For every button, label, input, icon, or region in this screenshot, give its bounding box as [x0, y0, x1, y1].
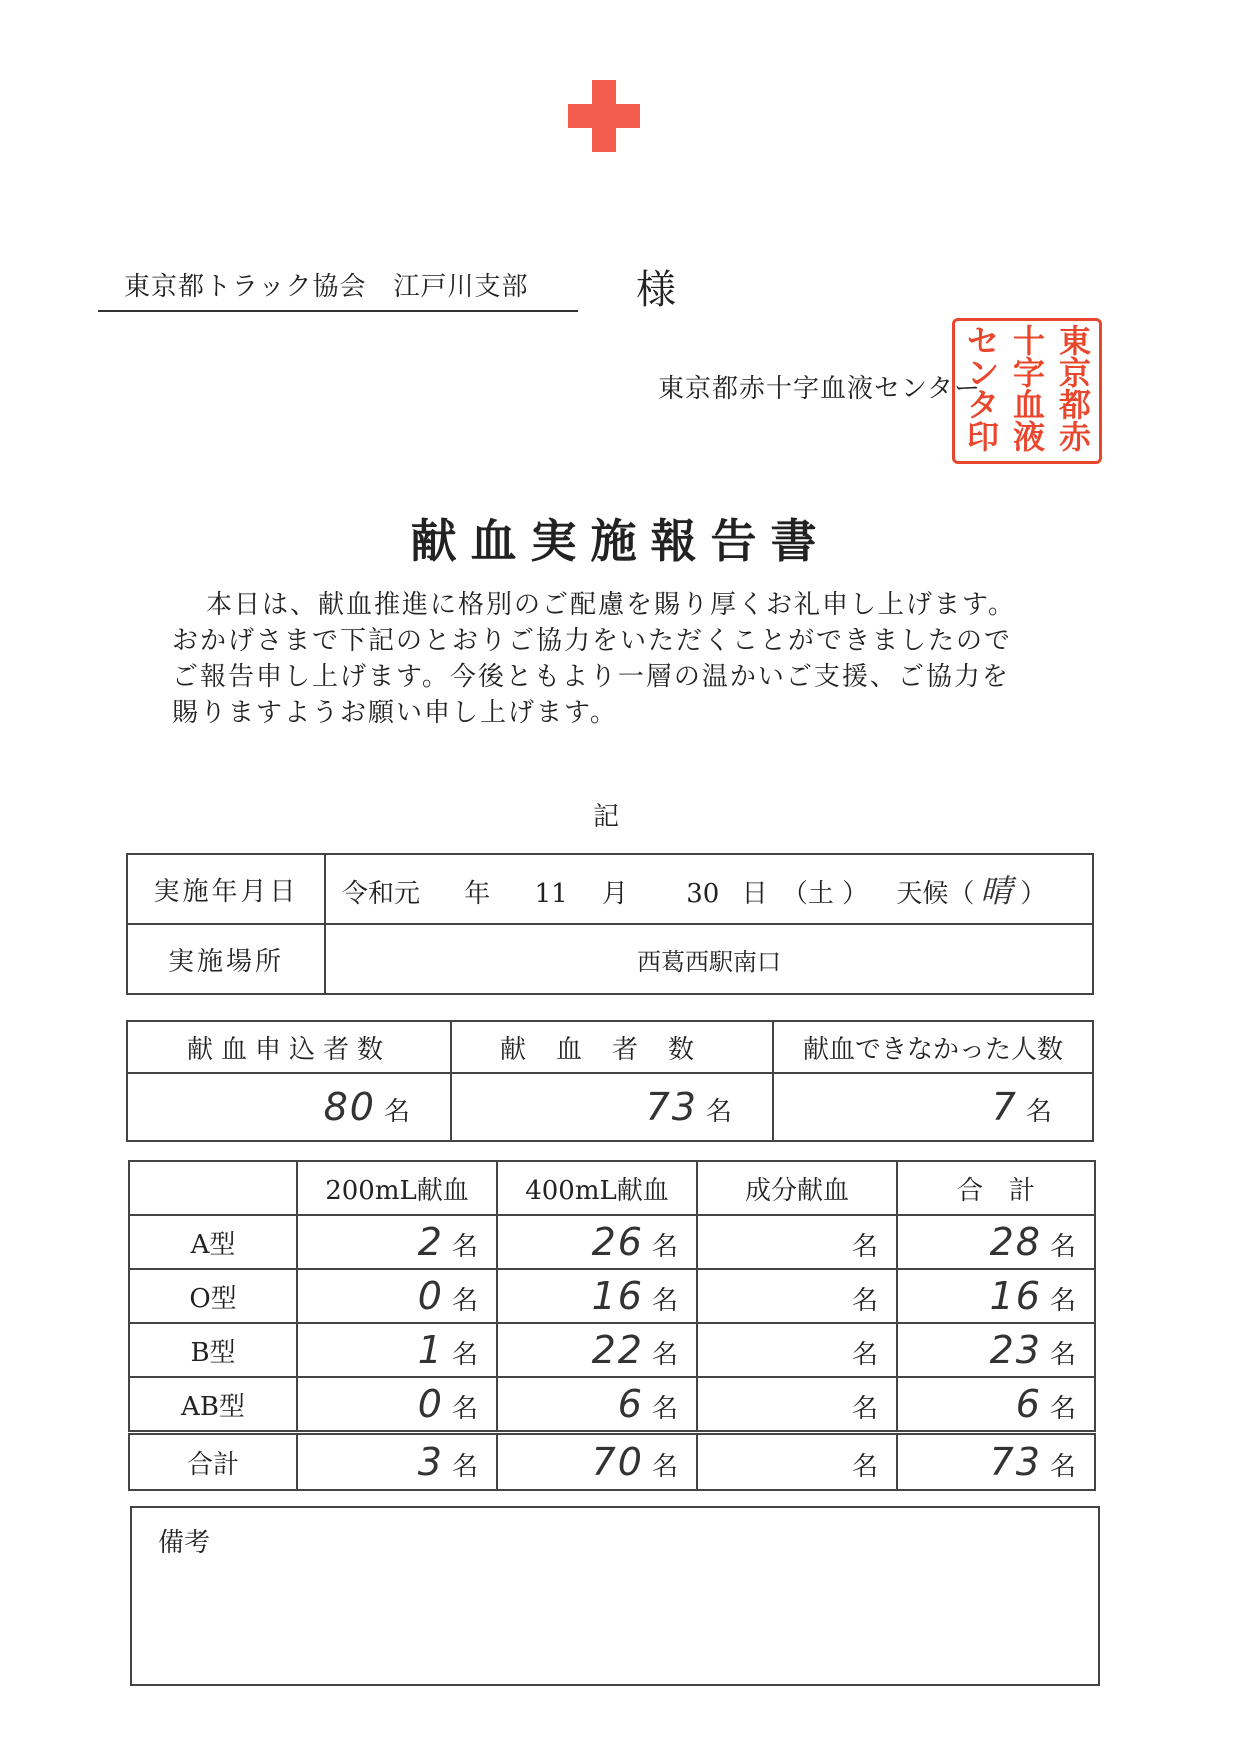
- year-unit: 年: [464, 879, 491, 909]
- component-header: 成分献血: [697, 1161, 897, 1215]
- place-label: 実施場所: [127, 924, 325, 994]
- cell-total: 28 名: [897, 1215, 1095, 1269]
- table-row: [129, 1215, 1095, 1269]
- weekday: （土 ）: [781, 879, 869, 909]
- total-200ml: 3 名: [297, 1433, 497, 1491]
- cell-400ml: 16 名: [497, 1269, 697, 1323]
- blood-type-table: [128, 1160, 1096, 1491]
- cell-component: 名: [697, 1269, 897, 1323]
- total-400ml: 70 名: [497, 1433, 697, 1491]
- summary-table: [126, 1020, 1094, 1142]
- weather: 晴: [980, 872, 1015, 910]
- table-row: [129, 1269, 1095, 1323]
- blood-type-label: O型: [129, 1269, 297, 1323]
- day: 30: [686, 879, 720, 909]
- addressee-honorific: 様: [636, 267, 677, 313]
- addressee: [98, 258, 677, 313]
- remarks-box: [130, 1506, 1100, 1686]
- cell-component: 名: [697, 1215, 897, 1269]
- cell-200ml: 1 名: [297, 1323, 497, 1377]
- body-text: [172, 587, 1072, 731]
- table-row: [129, 1323, 1095, 1377]
- blood-type-label: AB型: [129, 1377, 297, 1433]
- day-unit: 日: [741, 879, 768, 909]
- addressee-name: 東京都トラック協会 江戸川支部: [124, 272, 529, 302]
- body-line: 賜りますようお願い申し上げます。: [172, 698, 618, 728]
- not-donated-value: 7 名: [773, 1073, 1093, 1141]
- cell-component: 名: [697, 1323, 897, 1377]
- cell-total: 23 名: [897, 1323, 1095, 1377]
- body-line: ご報告申し上げます。今後ともより一層の温かいご支援、ご協力を: [172, 662, 1010, 692]
- cell-400ml: 22 名: [497, 1323, 697, 1377]
- total-header: 合 計: [897, 1161, 1095, 1215]
- month-unit: 月: [601, 879, 628, 909]
- month: 11: [534, 879, 568, 909]
- table-row: [129, 1377, 1095, 1433]
- blood-type-label: A型: [129, 1215, 297, 1269]
- donors-value: 73 名: [451, 1073, 773, 1141]
- date-label: 実施年月日: [127, 854, 325, 924]
- 400ml-header: 400mL献血: [497, 1161, 697, 1215]
- sender-name: 東京都赤十字血液センター: [658, 374, 981, 404]
- cell-400ml: 26 名: [497, 1215, 697, 1269]
- document-title: 献血実施報告書: [410, 514, 831, 568]
- total-label: 合計: [129, 1433, 297, 1491]
- 200ml-header: 200mL献血: [297, 1161, 497, 1215]
- corner-header: [129, 1161, 297, 1215]
- cell-400ml: 6 名: [497, 1377, 697, 1433]
- cell-200ml: 2 名: [297, 1215, 497, 1269]
- seal-stamp: 東 京 都 赤 十 字 血 液 セ ン タ 印: [952, 318, 1102, 464]
- era: 令和元: [342, 879, 421, 909]
- place-value: 西葛西駅南口: [325, 924, 1093, 994]
- cell-200ml: 0 名: [297, 1269, 497, 1323]
- ki-heading: 記: [592, 802, 619, 832]
- cell-200ml: 0 名: [297, 1377, 497, 1433]
- date-weather-value: [325, 854, 1093, 924]
- not-donated-header: 献血できなかった人数: [773, 1021, 1093, 1073]
- cell-total: 6 名: [897, 1377, 1095, 1433]
- event-table: [126, 853, 1094, 995]
- cell-component: 名: [697, 1377, 897, 1433]
- weather-label: 天候（: [896, 879, 975, 909]
- total-row: [129, 1433, 1095, 1491]
- total-all: 73 名: [897, 1433, 1095, 1491]
- remarks-label: 備考: [158, 1528, 211, 1558]
- total-component: 名: [697, 1433, 897, 1491]
- blood-type-label: B型: [129, 1323, 297, 1377]
- applicants-header: 献血申込者数: [127, 1021, 451, 1073]
- weather-close: ）: [1020, 879, 1047, 909]
- applicants-value: 80 名: [127, 1073, 451, 1141]
- body-line: おかげさまで下記のとおりご協力をいただくことができましたので: [172, 626, 1013, 656]
- body-line: 本日は、献血推進に格別のご配慮を賜り厚くお礼申し上げます。: [206, 590, 1016, 620]
- red-cross-logo: [568, 80, 640, 152]
- donors-header: 献血者数: [451, 1021, 773, 1073]
- cell-total: 16 名: [897, 1269, 1095, 1323]
